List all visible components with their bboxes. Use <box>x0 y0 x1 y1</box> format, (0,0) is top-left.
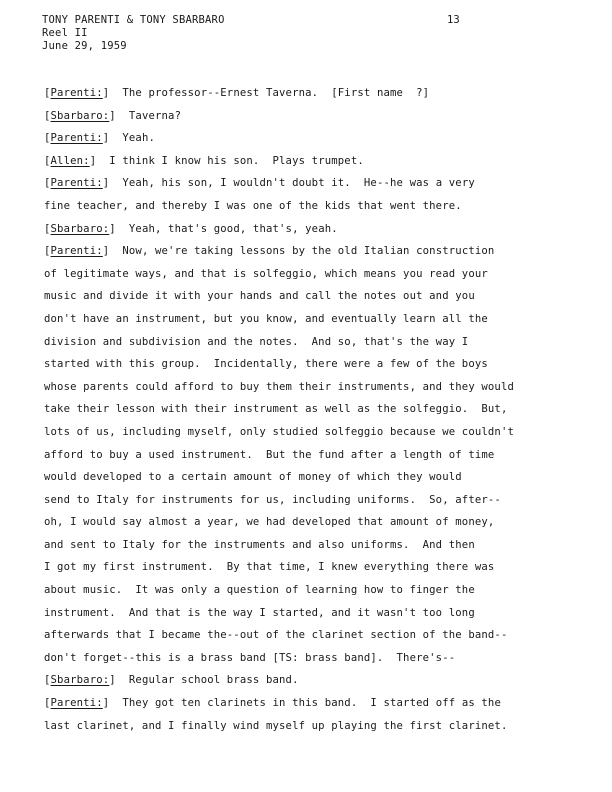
header-speakers: TONY PARENTI & TONY SBARBARO <box>42 14 225 26</box>
transcript-line <box>44 647 584 670</box>
transcript-line <box>44 715 584 738</box>
speech-text: afterwards that I became the--out of the clarinet section of the band-- <box>44 629 508 642</box>
speaker-bracket-open: [ <box>44 109 51 122</box>
transcript-line <box>44 579 584 602</box>
speech-text: oh, I would say almost a year, we had developed that amount of money, <box>44 516 495 529</box>
speaker-bracket-open: [ <box>44 697 51 710</box>
speaker-bracket-close: ] <box>109 222 129 235</box>
speaker-label: Sbarbaro: <box>50 109 110 122</box>
transcript-line <box>44 285 584 308</box>
speaker-label: Sbarbaro: <box>50 674 110 687</box>
transcript-line <box>44 444 584 467</box>
transcript-line <box>44 556 584 579</box>
speech-text: afford to buy a used instrument. But the fund after a length of time <box>44 448 495 461</box>
speaker-bracket-open: [ <box>44 674 51 687</box>
speech-text: about music. It was only a question of learning how to finger the <box>44 584 475 597</box>
transcript-line <box>44 669 584 692</box>
speech-text: would developed to a certain amount of money of which they would <box>44 471 462 484</box>
transcript-line <box>44 466 584 489</box>
speech-text: Yeah. <box>122 132 155 145</box>
speaker-bracket-close: ] <box>102 87 123 99</box>
speaker-bracket-open: [ <box>44 154 51 167</box>
page-header <box>42 14 225 53</box>
speaker-bracket-close: ] <box>102 245 123 258</box>
speech-text: Yeah, that's good, that's, yeah. <box>128 222 338 235</box>
transcript-line <box>44 82 584 105</box>
speech-text: The professor--Ernest Taverna. [First name ?] <box>122 87 430 99</box>
speaker-label: Allen: <box>50 154 90 167</box>
transcript-line <box>44 353 584 376</box>
speaker-bracket-close: ] <box>89 154 110 167</box>
transcript-line <box>44 331 584 354</box>
speech-text: They got ten clarinets in this band. I started off as the <box>122 697 501 710</box>
speaker-bracket-close: ] <box>102 177 123 190</box>
transcript-line <box>44 240 584 263</box>
speech-text: last clarinet, and I finally wind myself up playing the first clarinet. <box>44 719 508 732</box>
speaker-label: Parenti: <box>50 245 103 258</box>
speaker-label: Parenti: <box>50 87 103 99</box>
header-date: June 29, 1959 <box>42 40 127 52</box>
speech-text: started with this group. Incidentally, there were a few of the boys <box>44 358 488 371</box>
speech-text: of legitimate ways, and that is solfeggio, which means you read your <box>44 267 488 280</box>
transcript-line <box>44 692 584 715</box>
speaker-bracket-close: ] <box>102 132 123 145</box>
transcript-line <box>44 218 584 241</box>
speech-text: don't forget--this is a brass band [TS: brass band]. There's-- <box>44 651 456 664</box>
transcript-line <box>44 624 584 647</box>
speech-text: and sent to Italy for the instruments and also uniforms. And then <box>44 538 475 551</box>
speaker-label: Parenti: <box>50 697 103 710</box>
header-reel: Reel II <box>42 27 88 39</box>
speech-text: division and subdivision and the notes. And so, that's the way I <box>44 335 469 348</box>
speech-text: send to Italy for instruments for us, including uniforms. So, after-- <box>44 493 501 506</box>
speaker-bracket-close: ] <box>109 109 129 122</box>
transcript-line <box>44 127 584 150</box>
transcript-line <box>44 308 584 331</box>
transcript-line <box>44 376 584 399</box>
page-number: 13 <box>447 14 460 26</box>
speaker-bracket-open: [ <box>44 177 51 190</box>
speech-text: whose parents could afford to buy them their instruments, and they would <box>44 380 515 393</box>
speech-text: fine teacher, and thereby I was one of the kids that went there. <box>44 199 462 212</box>
speaker-label: Parenti: <box>50 132 103 145</box>
speech-text: don't have an instrument, but you know, and eventually learn all the <box>44 312 488 325</box>
speech-text: take their lesson with their instrument as well as the solfeggio. But, <box>44 403 508 416</box>
transcript-line <box>44 489 584 512</box>
transcript-line <box>44 150 584 173</box>
speaker-bracket-open: [ <box>44 87 51 99</box>
speaker-bracket-close: ] <box>109 674 129 687</box>
transcript-line <box>44 105 584 128</box>
transcript-line <box>44 421 584 444</box>
transcript-body <box>44 82 584 737</box>
transcript-line <box>44 534 584 557</box>
transcript-line <box>44 172 584 195</box>
speech-text: lots of us, including myself, only studied solfeggio because we couldn't <box>44 425 515 438</box>
speech-text: instrument. And that is the way I started, and it wasn't too long <box>44 606 475 619</box>
speaker-label: Sbarbaro: <box>50 222 110 235</box>
transcript-line <box>44 602 584 625</box>
speech-text: music and divide it with your hands and call the notes out and you <box>44 290 475 303</box>
speech-text: Yeah, his son, I wouldn't doubt it. He--he was a very <box>122 177 475 190</box>
transcript-line <box>44 398 584 421</box>
speech-text: I think I know his son. Plays trumpet. <box>109 154 364 167</box>
speech-text: Now, we're taking lessons by the old Italian construction <box>122 245 495 258</box>
speaker-label: Parenti: <box>50 177 103 190</box>
speaker-bracket-open: [ <box>44 245 51 258</box>
speaker-bracket-open: [ <box>44 222 51 235</box>
speech-text: I got my first instrument. By that time, I knew everything there was <box>44 561 495 574</box>
speaker-bracket-close: ] <box>102 697 123 710</box>
speech-text: Regular school brass band. <box>128 674 299 687</box>
speaker-bracket-open: [ <box>44 132 51 145</box>
speech-text: Taverna? <box>128 109 182 122</box>
transcript-line <box>44 195 584 218</box>
transcript-line <box>44 263 584 286</box>
transcript-line <box>44 511 584 534</box>
